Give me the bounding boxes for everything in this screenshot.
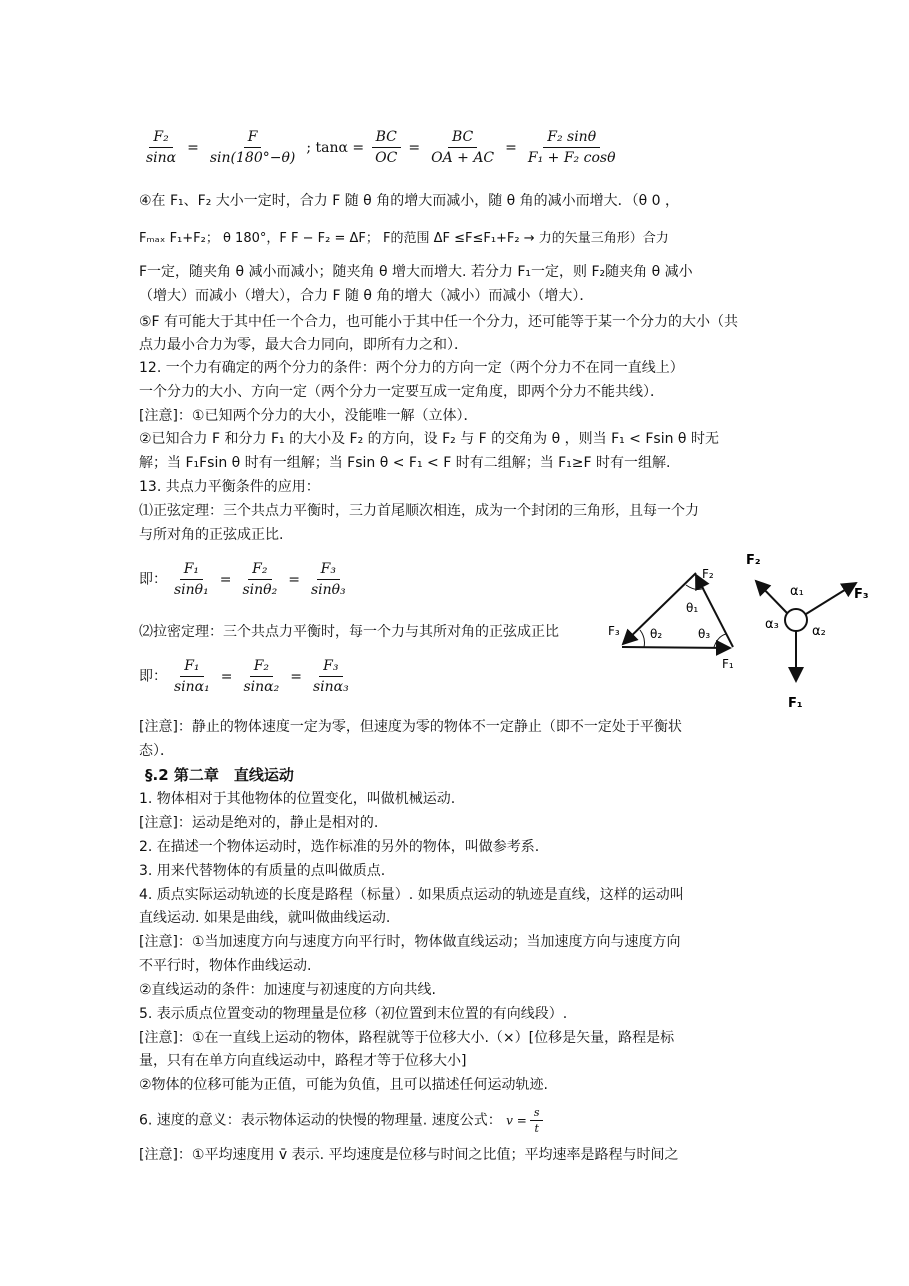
triangle-side-f1 bbox=[622, 647, 730, 648]
text-line: ④在 F₁、F₂ 大小一定时，合力 F 随 θ 角的增大而减小，随 θ 角的减小而增大．（θ 0 ， bbox=[139, 193, 680, 209]
fraction: $\frac{s}{t}$ bbox=[530, 1106, 544, 1135]
label-theta1: θ₁ bbox=[686, 601, 699, 615]
junction-circle bbox=[785, 609, 807, 631]
label-alpha3: α₃ bbox=[765, 617, 779, 632]
text-line: 量，只有在单方向直线运动中，路程才等于位移大小] bbox=[139, 1053, 467, 1069]
fraction: $\frac{\text{F₂}}{\text{sinα₂}}$ bbox=[243, 658, 280, 695]
text-line: 点力最小合力为零，最大合力同向，即所有力之和）． bbox=[139, 337, 468, 353]
fraction: $\frac{\text{F₃}}{\text{sinθ₃}}$ bbox=[310, 561, 346, 598]
label-alpha2: α₂ bbox=[812, 624, 826, 639]
fraction: $\frac{BC}{OC}$ bbox=[371, 128, 401, 167]
label-f3: F₃ bbox=[608, 624, 620, 638]
text-line: [注意]：①当加速度方向与速度方向平行时，物体做直线运动；当加速度方向与速度方向 bbox=[139, 934, 681, 950]
text-line: 一个分力的大小、方向一定（两个分力一定要互成一定角度，即两个分力不能共线）． bbox=[139, 384, 664, 400]
text-line: 与所对角的正弦成正比. bbox=[139, 527, 284, 543]
fraction: $\frac{\text{F₁}}{\text{sinα₁}}$ bbox=[174, 658, 210, 695]
text-line: ②物体的位移可能为正值，可能为负值，且可以描述任何运动轨迹. bbox=[139, 1077, 548, 1093]
force-f3-arrow bbox=[806, 583, 856, 614]
chapter-heading: §.2 第二章 直线运动 bbox=[145, 766, 294, 784]
text-line: （增大）而减小（增大），合力 F 随 θ 角的增大（减小）而减小（增大）． bbox=[139, 288, 594, 304]
text-line: ⑵拉密定理：三个共点力平衡时，每一个力与其所对角的正弦成正比 bbox=[139, 624, 559, 640]
force-triangle-diagram bbox=[610, 560, 750, 680]
text-line: ⑤F 有可能大于其中任一个合力，也可能小于其中任一个分力，还可能等于某一个分力的大小（共 bbox=[139, 314, 739, 330]
text-line: 13. 共点力平衡条件的应用： bbox=[139, 479, 320, 495]
text-line: ②已知合力 F 和分力 F₁ 的大小及 F₂ 的方向，设 F₂ 与 F 的交角为 θ ，则当 F₁ < Fsin θ 时无 bbox=[139, 431, 719, 447]
label-f1: F₁ bbox=[722, 657, 734, 671]
formula-sine-law: 即： $\frac{\text{F₁}}{\text{sinθ₁}}$ = $\frac{\text{F₂}}{\text{sinθ₂}}$ = $\frac{\text{F₃}}{\text{sinθ₃}}$ bbox=[139, 560, 353, 599]
text-line: ②直线运动的条件：加速度与初速度的方向共线. bbox=[139, 982, 436, 998]
fraction: $\frac{\text{F₃}}{\text{sinα₃}}$ bbox=[312, 658, 349, 695]
text-line: [注意]：①在一直线上运动的物体，路程就等于位移大小.（×）[位移是矢量，路程是标 bbox=[139, 1030, 675, 1046]
text-line: 2. 在描述一个物体运动时，选作标准的另外的物体，叫做参考系. bbox=[139, 839, 540, 855]
label-f3: F₃ bbox=[854, 587, 869, 602]
text-line: 解；当 F₁Fsin θ 时有一组解；当 Fsin θ < F₁ < F 时有二组解；当 F₁≥F 时有一组解. bbox=[139, 455, 671, 471]
text-line: 4. 质点实际运动轨迹的长度是路程（标量）. 如果质点运动的轨迹是直线，这样的运动叫 bbox=[139, 887, 684, 903]
label-f2: F₂ bbox=[702, 567, 714, 581]
text-line: 态）． bbox=[139, 743, 174, 759]
text-line: ⑴正弦定理：三个共点力平衡时，三力首尾顺次相连，成为一个封闭的三角形，且每一个力 bbox=[139, 503, 699, 519]
text-line: F一定，随夹角 θ 减小而减小；随夹角 θ 增大而增大. 若分力 F₁一定，则 F₂随夹角 θ 减小 bbox=[139, 264, 693, 280]
text-line: [注意]：①已知两个分力的大小，没能唯一解（立体）． bbox=[139, 408, 478, 424]
text-line: 1. 物体相对于其他物体的位置变化，叫做机械运动. bbox=[139, 791, 456, 807]
text-line: 12. 一个力有确定的两个分力的条件：两个分力的方向一定（两个分力不在同一直线上） bbox=[139, 360, 684, 376]
velocity-line: 6. 速度的意义：表示物体运动的快慢的物理量. 速度公式： v = $\frac{s}{t}$ bbox=[139, 1106, 546, 1135]
formula-sine-tangent: $\frac{\text{F₂}}{\sin\alpha}$ = $\frac{F}{\sin(180^\circ-\theta)}$ ; tanα = $\frac{BC}{OC}$ = $\frac{BC}{OA + AC}$ = $\frac{\text{F₂ sinθ}}{\text{F₁ + F₂ cosθ}}$ bbox=[139, 128, 623, 167]
text-line: [注意]：①平均速度用 v̄ 表示. 平均速度是位移与时间之比值；平均速率是路程与时间之 bbox=[139, 1147, 679, 1163]
fraction: $\frac{\text{F₂ sinθ}}{\text{F₁ + F₂ cosθ}}$ bbox=[527, 129, 616, 166]
formula-lami: 即： $\frac{\text{F₁}}{\text{sinα₁}}$ = $\frac{\text{F₂}}{\text{sinα₂}}$ = $\frac{\text{F₃}}{\text{sinα₃}}$ bbox=[139, 657, 356, 696]
fraction: $\frac{\text{F₂}}{\text{sinθ₂}}$ bbox=[242, 561, 278, 598]
label-f1: F₁ bbox=[788, 696, 803, 711]
text-line: Fₘₐₓ F₁+F₂； θ 180°，F F − F₂ = ΔF； F的范围 ΔF ≤F≤F₁+F₂ → 力的矢量三角形）合力 bbox=[139, 231, 669, 246]
label-theta2: θ₂ bbox=[650, 627, 663, 641]
fraction: $\frac{\text{F₂}}{\sin\alpha}$ bbox=[146, 129, 177, 166]
concurrent-forces-diagram bbox=[740, 545, 880, 710]
text-line: [注意]：运动是绝对的，静止是相对的. bbox=[139, 815, 379, 831]
fraction: $\frac{F}{\sin(180^\circ-\theta)}$ bbox=[209, 129, 296, 166]
text-line: 3. 用来代替物体的有质量的点叫做质点. bbox=[139, 863, 386, 879]
text-line: 直线运动. 如果是曲线，就叫做曲线运动. bbox=[139, 910, 391, 926]
text-line: 不平行时，物体作曲线运动. bbox=[139, 958, 312, 974]
text-line: 5. 表示质点位置变动的物理量是位移（初位置到末位置的有向线段）. bbox=[139, 1006, 568, 1022]
label-alpha1: α₁ bbox=[790, 584, 804, 599]
fraction: $\frac{\text{F₁}}{\text{sinθ₁}}$ bbox=[174, 561, 209, 598]
text-line: [注意]：静止的物体速度一定为零，但速度为零的物体不一定静止（即不一定处于平衡状 bbox=[139, 719, 682, 735]
label-theta3: θ₃ bbox=[698, 627, 711, 641]
label-f2: F₂ bbox=[746, 553, 761, 568]
fraction: $\frac{BC}{OA + AC}$ bbox=[431, 129, 495, 166]
force-f2-arrow bbox=[756, 581, 787, 613]
